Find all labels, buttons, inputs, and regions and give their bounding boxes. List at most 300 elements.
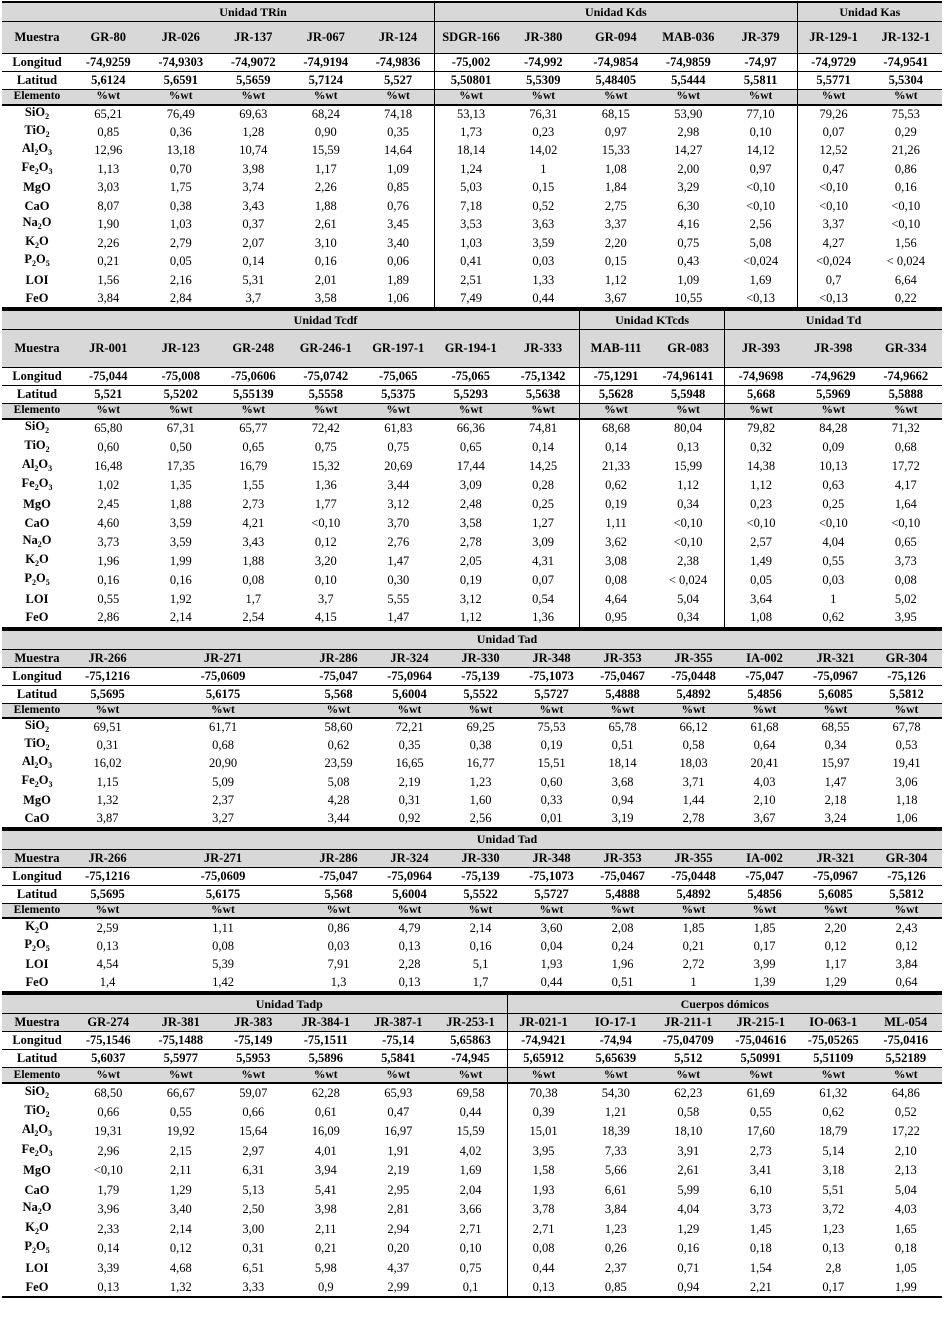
unit-cell: %wt	[217, 404, 290, 419]
value-cell: 3,06	[895, 774, 918, 789]
value-cell: 0,60	[97, 439, 120, 454]
value-cell: 0,16	[314, 254, 337, 269]
unit-cell: %wt	[580, 404, 653, 419]
sample-label: Muestra	[2, 1014, 72, 1032]
value-cell: 4,03	[753, 774, 776, 789]
element-name: $P_2O_5$	[24, 252, 50, 269]
value-cell: 0,10	[459, 1241, 482, 1256]
value-cell: 12,52	[797, 142, 870, 161]
value-cell: 3,68	[611, 774, 634, 789]
unit-row	[2, 703, 942, 718]
value-cell: 1,3	[303, 974, 374, 993]
value-cell: 0,34	[824, 737, 847, 752]
sample-row	[2, 1014, 942, 1032]
value-cell: 72,21	[395, 720, 424, 735]
value-cell: 1,24	[435, 160, 508, 179]
value-cell: 3,10	[314, 235, 337, 250]
value-cell: 2,56	[445, 809, 516, 827]
unit-cell: %wt	[507, 90, 580, 105]
value-cell: 16,09	[311, 1124, 340, 1139]
value-cell: 65,21	[94, 106, 123, 121]
value-cell: 4,31	[532, 553, 554, 568]
value-cell: 1,45	[749, 1221, 772, 1236]
sample-id: JR-266	[72, 649, 143, 667]
value-cell: 0,03	[532, 254, 555, 269]
value-cell: <0,10	[673, 515, 703, 530]
value-cell: 0,12	[169, 1241, 192, 1256]
unit-header-blank	[2, 2, 72, 22]
value-cell: 2,50	[242, 1202, 265, 1217]
value-cell: 1,06	[871, 809, 942, 827]
longitude-row	[2, 1032, 942, 1050]
value-cell: 2,78	[658, 809, 729, 827]
element-name: $P_2O_5$	[24, 1239, 50, 1256]
value-cell: 0,54	[532, 591, 554, 606]
longitude-value: -74,9859	[652, 54, 725, 72]
value-cell: 2,19	[398, 774, 421, 789]
value-cell: 0,14	[97, 1241, 120, 1256]
longitude-row	[2, 54, 942, 72]
unit-cell: %wt	[587, 903, 658, 918]
latitude-value: 5,5948	[652, 386, 725, 404]
value-cell: 2,75	[604, 198, 627, 213]
latitude-row	[2, 386, 942, 404]
element-row-k2o	[2, 1219, 942, 1239]
value-cell: 0,66	[242, 1104, 265, 1119]
longitude-value: -74,9836	[362, 54, 435, 72]
sample-id: GR-334	[870, 330, 943, 368]
sample-id: JR-348	[516, 649, 587, 667]
value-cell: < 0,024	[668, 572, 708, 587]
latitude-value: 5,65639	[580, 1050, 653, 1068]
value-cell: 3,59	[532, 235, 555, 250]
value-cell: 0,14	[580, 438, 653, 457]
value-cell: 71,32	[891, 421, 920, 435]
sample-id: GR-094	[580, 22, 653, 54]
sample-id: JR-271	[143, 649, 303, 667]
longitude-label: Longitud	[2, 54, 72, 72]
value-cell: 0,30	[387, 572, 410, 587]
value-cell: 0,12	[314, 534, 337, 549]
sample-row	[2, 649, 942, 667]
value-cell: 4,16	[677, 217, 700, 232]
value-cell: 15,99	[673, 458, 703, 473]
value-cell: 0,05	[169, 254, 192, 269]
value-cell: 3,37	[604, 217, 627, 232]
value-cell: 19,31	[94, 1124, 123, 1139]
value-cell: 1,88	[169, 496, 192, 511]
value-cell: 0,53	[895, 737, 918, 752]
unit-cell: %wt	[652, 1068, 725, 1083]
value-cell: 18,79	[819, 1124, 848, 1139]
unit-cell: %wt	[800, 703, 871, 718]
value-cell: 0,29	[894, 124, 917, 139]
value-cell: 0,90	[314, 124, 337, 139]
value-cell: 69,58	[456, 1085, 485, 1100]
value-cell: 68,15	[601, 106, 630, 121]
unit-cell: %wt	[507, 1068, 580, 1083]
value-cell: <0,10	[891, 198, 921, 213]
value-cell: 1,32	[96, 792, 119, 807]
value-cell: 14,25	[528, 458, 558, 473]
value-cell: 4,68	[169, 1260, 192, 1275]
value-cell: 1,03	[435, 234, 508, 253]
value-cell: 18,03	[679, 756, 708, 771]
value-cell: 0,13	[72, 1278, 145, 1298]
unit-cell: %wt	[217, 90, 290, 105]
value-cell: 3,91	[677, 1143, 700, 1158]
value-cell: 70,38	[507, 1083, 580, 1103]
value-cell: 19,92	[166, 1124, 195, 1139]
element-name: MgO	[23, 1163, 51, 1178]
element-row-na2o	[2, 1200, 942, 1220]
value-cell: 4,64	[580, 590, 653, 609]
unit-cell: %wt	[729, 903, 800, 918]
unit-cell: %wt	[516, 903, 587, 918]
unit-cell: %wt	[145, 404, 218, 419]
longitude-value: -74,9072	[217, 54, 290, 72]
sample-id: JR-330	[445, 649, 516, 667]
longitude-value: -75,05265	[797, 1032, 870, 1050]
longitude-value: -75,008	[145, 368, 218, 386]
element-row-k2o	[2, 918, 942, 937]
value-cell: 3,03	[97, 180, 120, 195]
value-cell: 0,41	[435, 253, 508, 272]
value-cell: 0,25	[822, 496, 845, 511]
value-cell: <0,024	[797, 253, 870, 272]
unit-cell: %wt	[362, 404, 435, 419]
unit-cell: %wt	[143, 703, 303, 718]
latitude-value: 5,4892	[658, 685, 729, 703]
value-cell: 0,17	[797, 1278, 870, 1298]
value-cell: 0,65	[242, 439, 265, 454]
latitude-value: 5,5727	[516, 685, 587, 703]
value-cell: 0,39	[507, 1102, 580, 1122]
element-name: TiO$_2$	[24, 437, 50, 454]
element-name: CaO	[24, 515, 50, 530]
latitude-value: 5,5522	[445, 685, 516, 703]
sample-id: GR-274	[72, 1014, 145, 1032]
sample-row	[2, 330, 942, 368]
longitude-value: -75,0416	[870, 1032, 943, 1050]
sample-id: JR-379	[725, 22, 798, 54]
value-cell: 21,33	[580, 457, 653, 476]
value-cell: 1,11	[212, 920, 234, 935]
longitude-label: Longitud	[2, 867, 72, 885]
sample-id: JR-321	[800, 649, 871, 667]
latitude-value: 5,5896	[290, 1050, 363, 1068]
value-cell: 0,38	[469, 737, 492, 752]
value-cell: 0,52	[532, 198, 555, 213]
value-cell: 53,90	[674, 106, 703, 121]
element-name: FeO	[2, 974, 72, 993]
value-cell: 0,07	[532, 572, 554, 587]
latitude-value: 5,51109	[797, 1050, 870, 1068]
value-cell: 2,14	[145, 609, 218, 628]
value-cell: 1,29	[800, 974, 871, 993]
value-cell: 1,36	[507, 609, 580, 628]
sample-label: Muestra	[2, 649, 72, 667]
longitude-value: -74,96141	[652, 368, 725, 386]
value-cell: <0,10	[673, 534, 703, 549]
value-cell: 20,69	[384, 458, 413, 473]
value-cell: 0,19	[459, 572, 482, 587]
latitude-row	[2, 685, 942, 703]
value-cell: <0,024	[742, 254, 779, 269]
value-cell: 2,19	[387, 1163, 410, 1178]
element-name: $K_2O$	[25, 551, 49, 568]
latitude-value: 5,6591	[145, 72, 218, 90]
value-cell: 2,20	[604, 235, 627, 250]
sample-id: JR-381	[145, 1014, 218, 1032]
unit-cell: %wt	[870, 90, 943, 105]
value-cell: 1,12	[725, 476, 798, 495]
value-cell: 1,29	[169, 1182, 192, 1197]
value-cell: 15,97	[821, 756, 850, 771]
value-cell: 4,17	[894, 477, 917, 492]
value-cell: 0,19	[540, 737, 563, 752]
longitude-value: -75,0964	[374, 667, 445, 685]
value-cell: 3,99	[753, 957, 776, 972]
value-cell: 75,53	[537, 720, 566, 735]
value-cell: 15,01	[507, 1122, 580, 1142]
value-cell: 66,67	[166, 1085, 195, 1100]
value-cell: 5,08	[327, 774, 350, 789]
value-cell: 0,16	[169, 572, 192, 587]
value-cell: 2,04	[459, 1182, 482, 1197]
value-cell: 1,93	[507, 1180, 580, 1200]
value-cell: 1	[830, 591, 837, 606]
unit-block-1	[2, 1, 942, 309]
unit-cell: %wt	[290, 90, 363, 105]
element-row-p2o5	[2, 937, 942, 956]
value-cell: 1,54	[749, 1260, 772, 1275]
latitude-label: Latitud	[2, 72, 72, 90]
unit-name-unidad-kds: Unidad Kds	[435, 2, 798, 22]
longitude-value: -75,1216	[72, 667, 143, 685]
value-cell: 66,12	[679, 720, 708, 735]
longitude-value: -75,1291	[580, 368, 653, 386]
unit-cell: %wt	[871, 903, 942, 918]
value-cell: 2,13	[894, 1163, 917, 1178]
value-cell: 3,40	[387, 235, 409, 250]
element-name: $K_2O$	[25, 1219, 49, 1236]
value-cell: 2,10	[753, 792, 776, 807]
value-cell: 2,81	[387, 1202, 410, 1217]
value-cell: 16,65	[395, 756, 424, 771]
unit-name-cuerpos-d-micos: Cuerpos dómicos	[507, 994, 942, 1014]
value-cell: < 0,024	[886, 254, 925, 269]
unit-cell: %wt	[303, 703, 374, 718]
sample-id: GR-246-1	[290, 330, 363, 368]
value-cell: 17,72	[891, 458, 920, 473]
element-row-feo	[2, 974, 942, 993]
latitude-row	[2, 1050, 942, 1068]
value-cell: 3,19	[587, 809, 658, 827]
longitude-value: -75,047	[303, 667, 374, 685]
value-cell: 3,29	[677, 180, 700, 195]
longitude-value: -75,0964	[374, 867, 445, 885]
value-cell: 0,44	[507, 290, 580, 309]
longitude-value: -75,044	[72, 368, 145, 386]
value-cell: 53,13	[435, 105, 508, 124]
latitude-value: 5,4888	[587, 685, 658, 703]
value-cell: 1,44	[682, 792, 705, 807]
element-label: Elemento	[2, 404, 72, 419]
sample-id: JR-355	[658, 649, 729, 667]
unit-header-row	[2, 994, 942, 1014]
value-cell: 1,33	[532, 272, 555, 287]
value-cell: 3,60	[540, 920, 563, 935]
value-cell: 0,75	[387, 439, 410, 454]
longitude-value: -75,139	[445, 867, 516, 885]
value-cell: 2,79	[169, 235, 192, 250]
element-row-al2o3	[2, 1122, 942, 1142]
value-cell: 0,28	[532, 477, 554, 492]
value-cell: 3,44	[387, 477, 410, 492]
value-cell: 4,04	[677, 1202, 700, 1217]
latitude-value: 5,5628	[580, 386, 653, 404]
latitude-row	[2, 885, 942, 903]
value-cell: 74,81	[528, 421, 558, 435]
element-row-tio2	[2, 1102, 942, 1122]
longitude-value: -75,065	[362, 368, 435, 386]
sample-id: JR-253-1	[435, 1014, 508, 1032]
value-cell: 21,26	[891, 143, 920, 158]
value-cell: 1,42	[143, 974, 303, 993]
longitude-value: -75,047	[729, 867, 800, 885]
value-cell: 0,12	[895, 938, 918, 953]
value-cell: 4,02	[459, 1143, 482, 1158]
longitude-value: -75,0967	[800, 867, 871, 885]
sample-id: ML-054	[870, 1014, 943, 1032]
element-label: Elemento	[2, 703, 72, 718]
value-cell: 3,20	[314, 553, 337, 568]
value-cell: 80,04	[673, 421, 703, 435]
value-cell: 7,18	[435, 197, 508, 216]
value-cell: 3,87	[72, 809, 143, 827]
value-cell: 15,64	[239, 1124, 268, 1139]
value-cell: 6,51	[242, 1260, 265, 1275]
element-name: LOI	[25, 957, 49, 972]
unit-name-unidad-ktcds: Unidad KTcds	[580, 310, 725, 330]
latitude-value: 5,6124	[72, 72, 145, 90]
sample-id: JR-384-1	[290, 1014, 363, 1032]
unit-header-row	[2, 630, 942, 650]
value-cell: 2,43	[895, 920, 918, 935]
value-cell: 3,73	[97, 534, 120, 549]
latitude-value: 5,5659	[217, 72, 290, 90]
longitude-value: -75,002	[435, 54, 508, 72]
value-cell: 2,20	[824, 920, 847, 935]
value-cell: 14,12	[746, 143, 775, 158]
value-cell: 1,64	[894, 496, 917, 511]
value-cell: 65,78	[608, 720, 637, 735]
value-cell: 1,02	[97, 477, 120, 492]
longitude-value: -74,9259	[72, 54, 145, 72]
value-cell: 1	[658, 974, 729, 993]
value-cell: 2,14	[469, 920, 492, 935]
element-name: $Fe_2O_3$	[21, 772, 53, 789]
value-cell: 2,14	[169, 1221, 192, 1236]
latitude-value: 5,65912	[507, 1050, 580, 1068]
latitude-value: 5,5444	[652, 72, 725, 90]
longitude-value: -75,14	[362, 1032, 435, 1050]
value-cell: 2,21	[725, 1278, 798, 1298]
element-row-p2o5	[2, 1239, 942, 1259]
value-cell: 1,47	[824, 774, 847, 789]
value-cell: 3,41	[749, 1163, 772, 1178]
unit-cell: %wt	[374, 703, 445, 718]
value-cell: 0,94	[611, 792, 634, 807]
sample-id: JR-137	[217, 22, 290, 54]
latitude-value: 5,6004	[374, 685, 445, 703]
latitude-value: 5,568	[303, 885, 374, 903]
value-cell: 67,31	[166, 421, 195, 435]
value-cell: 3,18	[822, 1163, 845, 1178]
value-cell: 0,35	[398, 737, 421, 752]
element-name: $P_2O_5$	[24, 936, 50, 953]
longitude-value: -75,1546	[72, 1032, 145, 1050]
value-cell: <0,10	[746, 180, 776, 195]
value-cell: 3,24	[800, 809, 871, 827]
value-cell: 3,67	[580, 290, 653, 309]
element-row-k2o	[2, 552, 942, 571]
latitude-value: 5,7124	[290, 72, 363, 90]
value-cell: 1,79	[97, 1182, 120, 1197]
value-cell: 3,66	[459, 1202, 482, 1217]
value-cell: 2,84	[145, 290, 218, 309]
latitude-value: 5,4856	[729, 685, 800, 703]
value-cell: 17,44	[456, 458, 485, 473]
value-cell: 2,61	[314, 217, 337, 232]
value-cell: 3,37	[797, 216, 870, 235]
value-cell: 0,68	[894, 439, 917, 454]
value-cell: 1,69	[749, 272, 772, 287]
value-cell: 0,7	[797, 271, 870, 290]
latitude-value: 5,5812	[871, 685, 942, 703]
value-cell: 2,51	[435, 271, 508, 290]
unit-block-5	[2, 993, 942, 1298]
value-cell: 68,68	[580, 419, 653, 438]
unit-cell: %wt	[362, 1068, 435, 1083]
value-cell: 0,16	[469, 938, 492, 953]
unit-cell: %wt	[72, 404, 145, 419]
value-cell: 18,10	[674, 1124, 703, 1139]
value-cell: 8,07	[97, 198, 120, 213]
value-cell: 15,33	[601, 143, 630, 158]
value-cell: 5,13	[242, 1182, 265, 1197]
value-cell: 0,03	[327, 938, 350, 953]
value-cell: 0,51	[587, 974, 658, 993]
unit-cell: %wt	[507, 404, 580, 419]
sample-id: GR-304	[871, 849, 942, 867]
value-cell: 1,17	[824, 957, 847, 972]
unit-cell: %wt	[725, 404, 798, 419]
value-cell: 5,04	[894, 1182, 917, 1197]
value-cell: 3,7	[317, 591, 334, 606]
value-cell: 3,43	[242, 534, 265, 549]
value-cell: 1,15	[96, 774, 119, 789]
value-cell: 0,85	[97, 124, 120, 139]
latitude-label: Latitud	[2, 386, 72, 404]
value-cell: 1,56	[97, 272, 120, 287]
unit-cell: %wt	[72, 90, 145, 105]
sample-id: JR-124	[362, 22, 435, 54]
value-cell: 14,38	[725, 457, 798, 476]
value-cell: 1,21	[604, 1104, 627, 1119]
value-cell: 17,35	[166, 458, 195, 473]
